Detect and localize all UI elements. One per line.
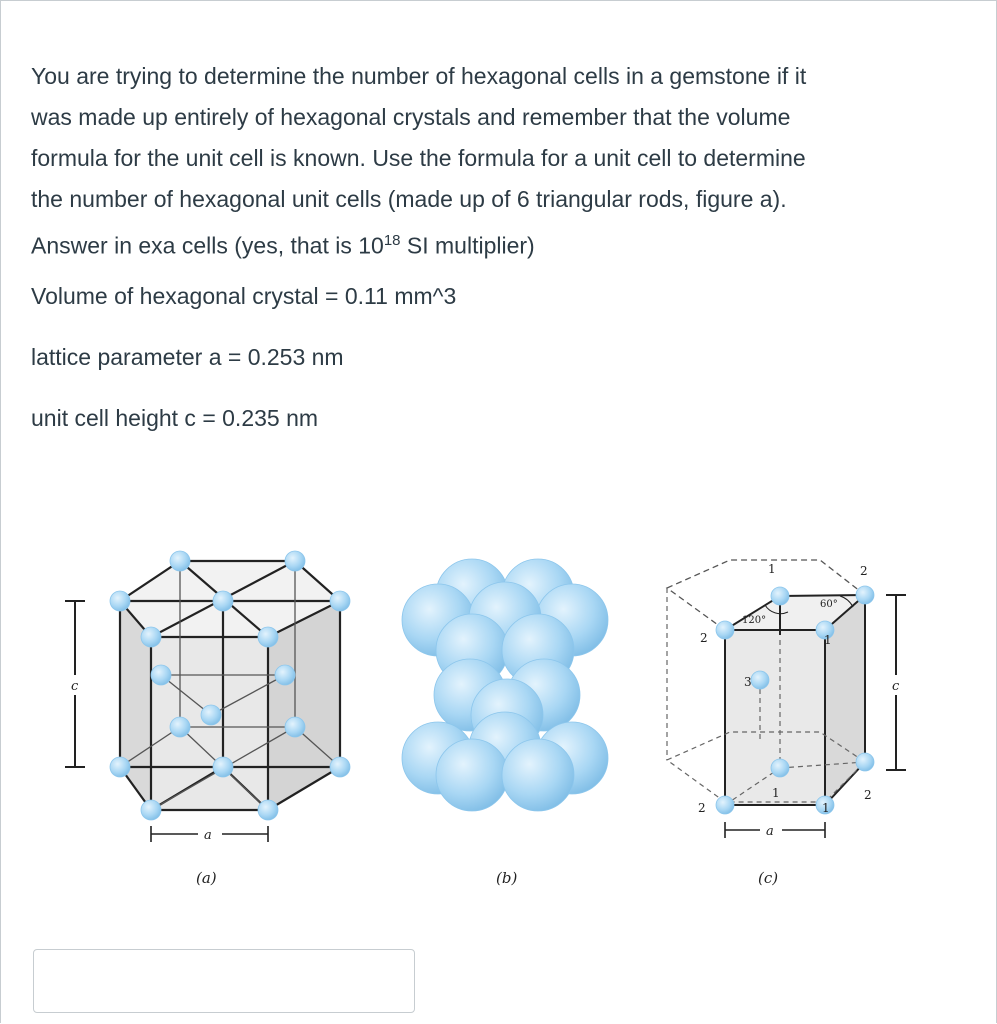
atom-icon (856, 586, 874, 604)
atom-icon (110, 591, 130, 611)
site-label: 2 (698, 801, 706, 815)
atom-icon (502, 739, 574, 811)
atom-icon (141, 800, 161, 820)
lattice-param: lattice parameter a = 0.253 nm (31, 344, 344, 370)
atom-icon (716, 796, 734, 814)
caption-a: (a) (196, 869, 217, 887)
figure-svg (60, 540, 920, 900)
angle-60-label: 60° (820, 599, 838, 610)
atom-icon (151, 665, 171, 685)
caption-c: (c) (758, 869, 779, 887)
site-label: 2 (864, 788, 872, 802)
caption-b: (b) (496, 869, 518, 887)
atom-icon (856, 753, 874, 771)
question-line: formula for the unit cell is known. Use the formula for a unit cell to determine (31, 145, 806, 171)
dim-c-label: c (892, 679, 900, 694)
question-line: You are trying to determine the number of hexagonal cells in a gemstone if it (31, 63, 807, 89)
question-line: the number of hexagonal unit cells (made up of 6 triangular rods, figure a). (31, 186, 787, 212)
question-line-text: SI multiplier) (400, 232, 535, 259)
atom-icon (110, 757, 130, 777)
site-label: 3 (744, 675, 752, 689)
volume-param: Volume of hexagonal crystal = 0.11 mm^3 (31, 283, 457, 309)
exponent: 18 (383, 232, 401, 249)
figure-b-close-packed-spheres (402, 559, 608, 811)
site-label: 1 (824, 633, 832, 647)
question-line (31, 220, 961, 267)
hexagonal-crystal-figure (60, 540, 920, 900)
atom-icon (258, 627, 278, 647)
answer-input[interactable] (33, 949, 415, 1013)
site-label: 2 (700, 631, 708, 645)
atom-icon (771, 587, 789, 605)
atom-icon (170, 717, 190, 737)
atom-icon (201, 705, 221, 725)
height-param: unit cell height c = 0.235 nm (31, 405, 319, 431)
site-label: 1 (772, 786, 780, 800)
atom-icon (436, 739, 508, 811)
atom-icon (330, 757, 350, 777)
site-label: 1 (768, 562, 776, 576)
atom-icon (275, 665, 295, 685)
site-label: 1 (822, 801, 830, 815)
question-line-text: Answer in exa cells (yes, that is 10 (31, 232, 384, 259)
dim-c-label: c (71, 679, 79, 694)
dim-a-label: a (204, 828, 212, 843)
question-text (31, 56, 961, 267)
atom-icon (213, 591, 233, 611)
site-label: 2 (860, 564, 868, 578)
atom-icon (716, 621, 734, 639)
atom-icon (285, 717, 305, 737)
figure-a-hexagonal-cell (65, 551, 350, 887)
atom-icon (771, 759, 789, 777)
atom-icon (141, 627, 161, 647)
atom-icon (330, 591, 350, 611)
angle-120-label: 120° (742, 615, 767, 626)
atom-icon (170, 551, 190, 571)
dim-a-label: a (766, 824, 774, 839)
atom-icon (258, 800, 278, 820)
atom-icon (751, 671, 769, 689)
figure-c-unit-cell (667, 560, 906, 887)
question-line: was made up entirely of hexagonal crystals and remember that the volume (31, 104, 791, 130)
atom-icon (213, 757, 233, 777)
atom-icon (285, 551, 305, 571)
